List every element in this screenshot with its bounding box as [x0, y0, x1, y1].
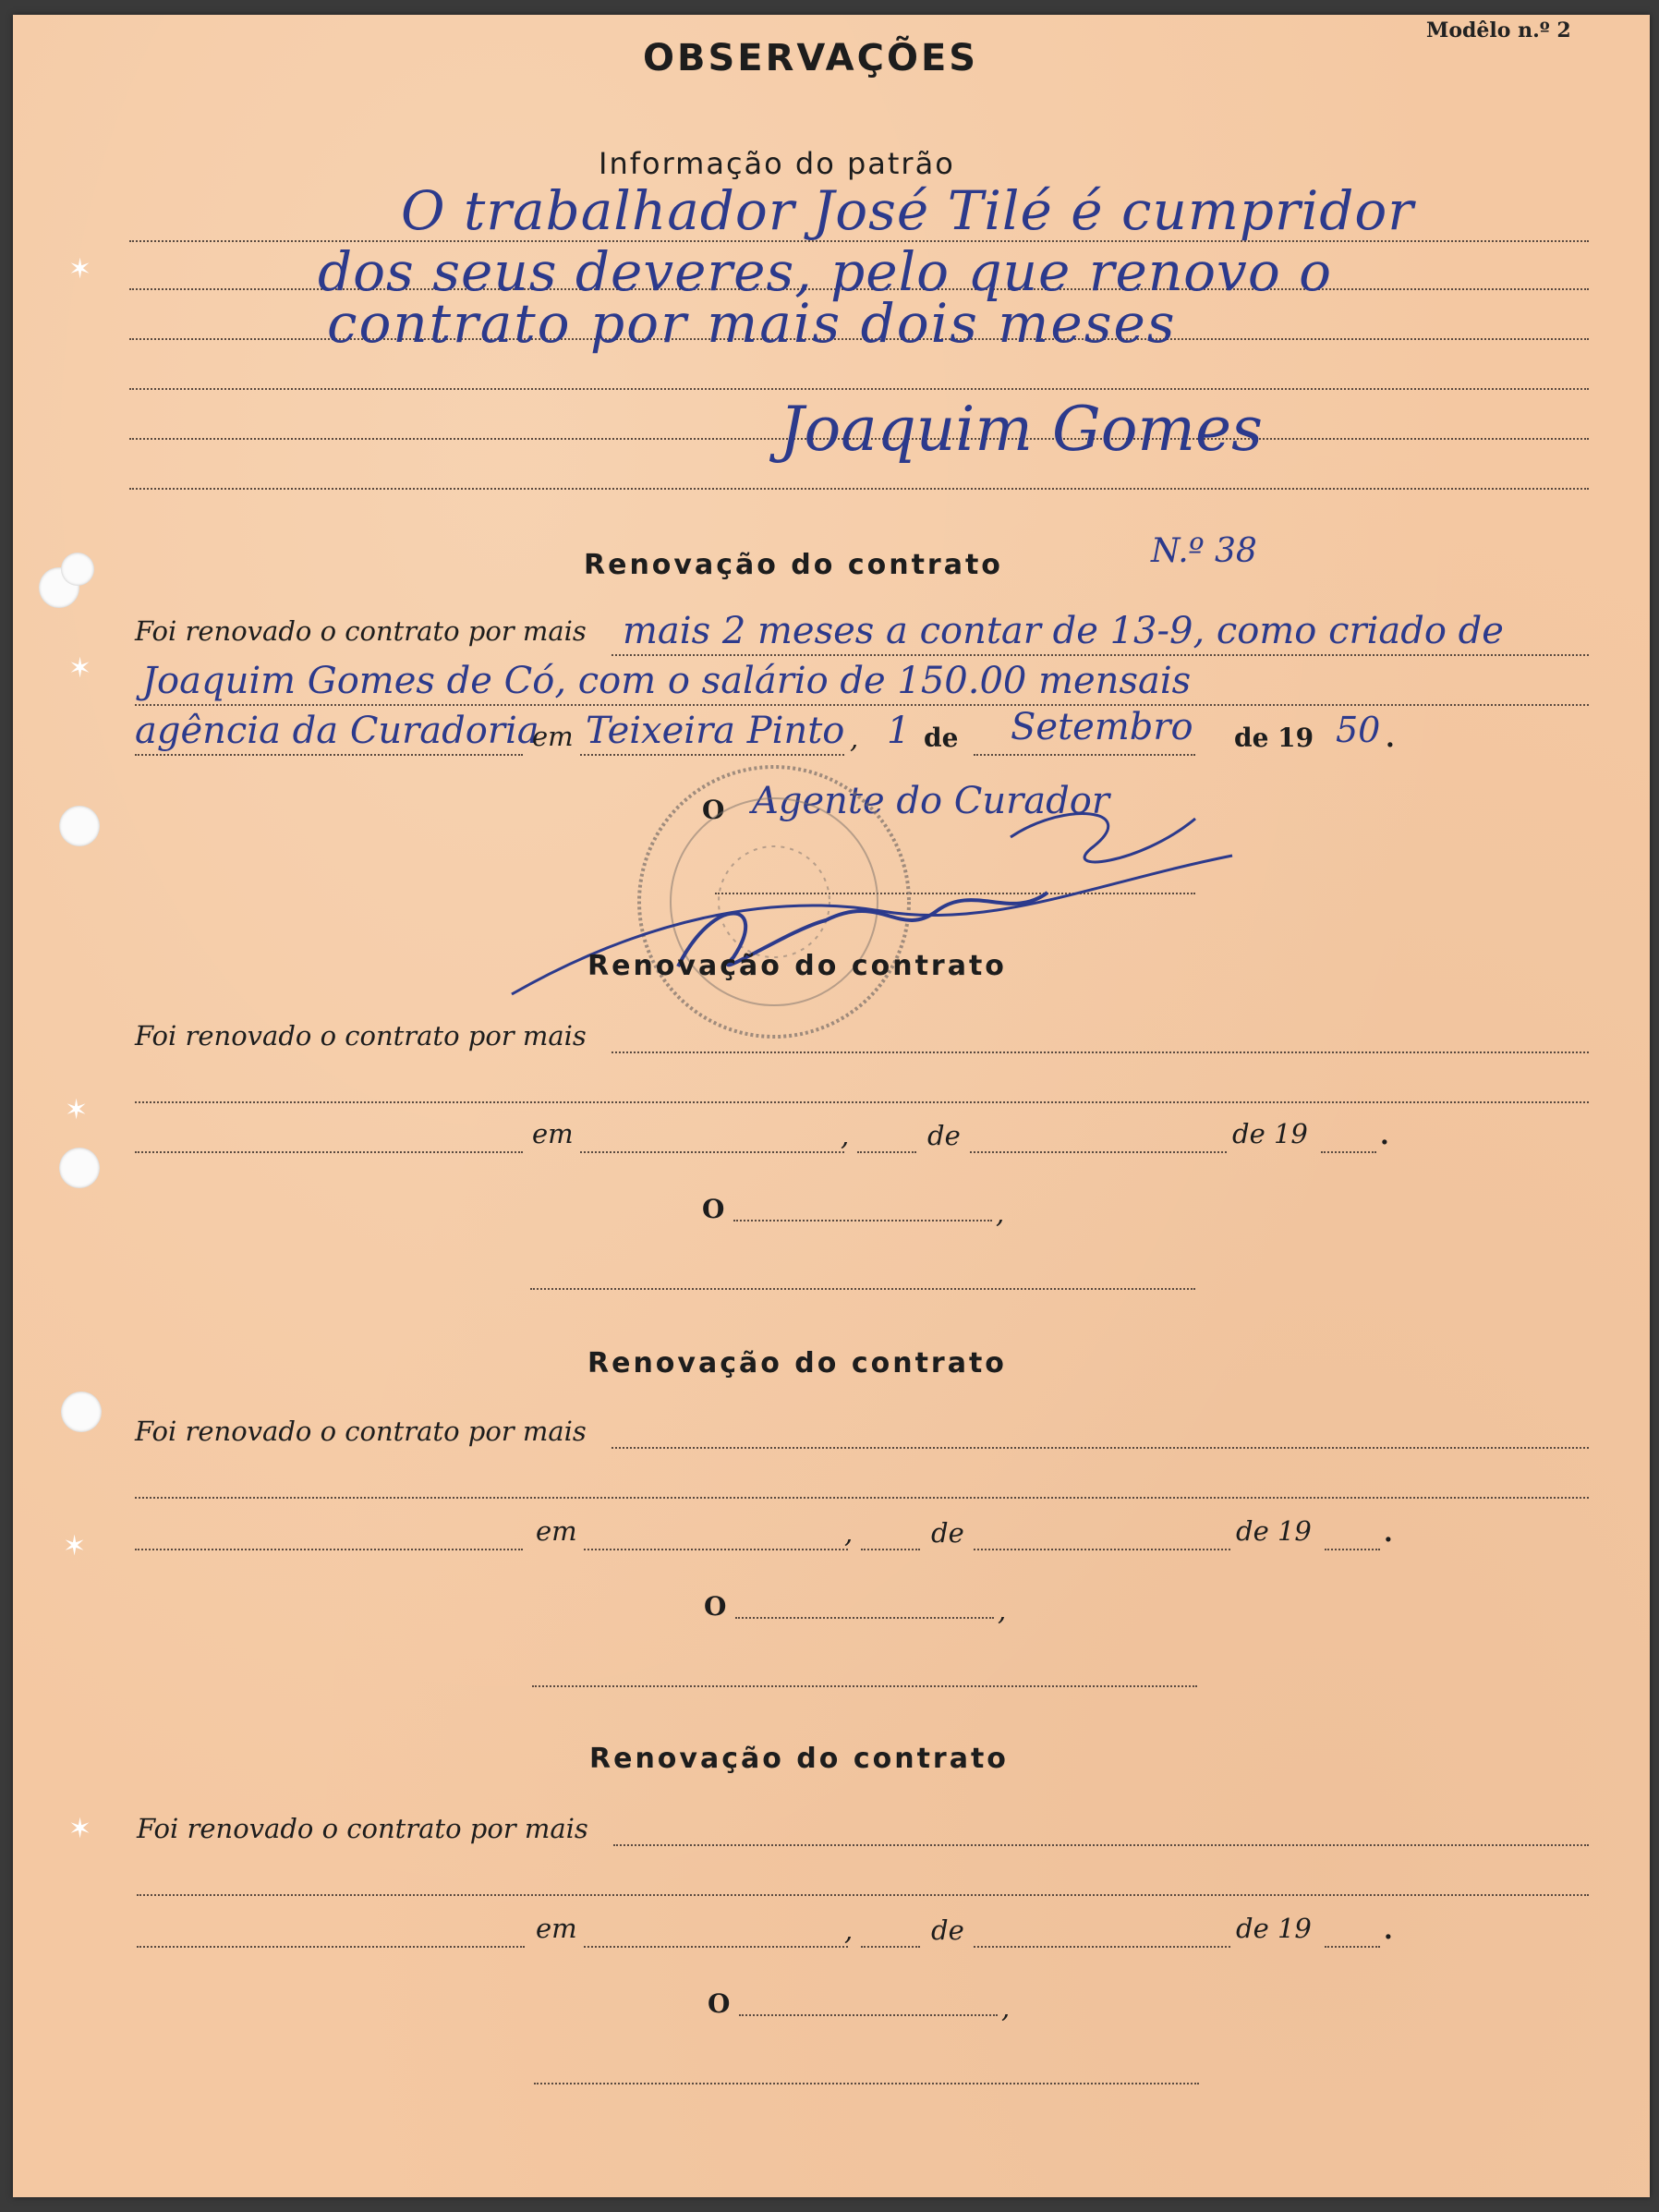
dotted-line — [857, 1151, 916, 1153]
dotted-line — [532, 1685, 1197, 1687]
punch-hole — [61, 1392, 102, 1432]
employer-signature: Joaquim Gomes — [780, 394, 1263, 465]
year-label: de 19 — [1236, 1913, 1312, 1944]
dotted-line — [135, 1549, 523, 1550]
comma: , — [996, 1197, 1005, 1229]
dotted-line — [612, 1051, 1589, 1053]
handwritten-line-3: contrato por mais dois meses — [327, 292, 1177, 355]
tear-mark: ✶ — [68, 652, 92, 685]
renewal-prefix: Foi renovado o contrato por mais — [135, 1020, 587, 1051]
em-label: em — [532, 1118, 574, 1149]
official-fill: Agente do Curador — [752, 780, 1109, 822]
dotted-line — [974, 754, 1195, 756]
renewal-fill-line-2: Joaquim Gomes de Có, com o salário de 150.00 mensais — [142, 660, 1192, 702]
em-label: em — [532, 721, 574, 752]
dotted-line — [137, 1894, 1589, 1896]
dotted-line — [135, 1151, 523, 1153]
o-label: O — [704, 1591, 727, 1622]
punch-hole — [61, 553, 94, 586]
dotted-line — [135, 754, 523, 756]
o-label: O — [702, 795, 725, 825]
tear-mark: ✶ — [68, 253, 92, 286]
dotted-line — [1325, 1946, 1380, 1948]
dotted-line — [613, 1844, 1589, 1846]
comma: , — [844, 1517, 854, 1549]
de-label: de — [931, 1517, 964, 1549]
renewal-place-fill: agência da Curadoria — [135, 710, 539, 752]
dotted-line — [861, 1549, 920, 1550]
period: . — [1384, 1517, 1393, 1548]
year-label: de 19 — [1232, 1118, 1308, 1149]
punch-hole — [59, 806, 100, 846]
renewal-heading: Renovação do contrato — [587, 1347, 1007, 1379]
de-label: de — [927, 1120, 961, 1151]
dotted-line — [534, 2083, 1199, 2084]
renewal-town-fill: Teixeira Pinto — [586, 710, 845, 752]
comma: , — [1001, 1992, 1011, 2024]
renewal-fill-line-1: mais 2 meses a contar de 13-9, como criado de — [623, 610, 1504, 652]
renewal-number: N.º 38 — [1151, 532, 1257, 570]
comma: , — [841, 1120, 850, 1151]
renewal-year-fill: 50 — [1336, 710, 1381, 750]
dotted-line — [733, 1220, 992, 1221]
dotted-line — [580, 1151, 844, 1153]
dotted-line — [970, 1151, 1227, 1153]
dotted-line — [135, 1101, 1589, 1103]
handwritten-line-2: dos seus deveres, pelo que renovo o — [318, 240, 1333, 303]
tear-mark: ✶ — [65, 1094, 89, 1126]
dotted-line — [530, 1288, 1195, 1290]
dotted-line — [974, 1549, 1230, 1550]
dotted-line — [135, 704, 1589, 706]
dotted-line — [1325, 1549, 1380, 1550]
period: . — [1380, 1120, 1389, 1150]
period: . — [1386, 723, 1395, 753]
year-label: de 19 — [1234, 723, 1314, 753]
comma: , — [844, 1914, 854, 1946]
renewal-heading: Renovação do contrato — [589, 1743, 1009, 1775]
dotted-line — [974, 1946, 1230, 1948]
dotted-line — [612, 1447, 1589, 1449]
renewal-month-fill: Setembro — [1011, 706, 1193, 748]
dotted-line — [584, 1946, 848, 1948]
punch-hole — [59, 1148, 100, 1188]
comma: , — [998, 1595, 1007, 1626]
de-label: de — [924, 723, 959, 753]
o-label: O — [708, 1988, 731, 2019]
dotted-line — [861, 1946, 920, 1948]
renewal-prefix: Foi renovado o contrato por mais — [135, 1416, 587, 1447]
renewal-day-fill: 1 — [887, 710, 911, 752]
em-label: em — [536, 1515, 577, 1547]
comma: , — [850, 723, 859, 754]
renewal-prefix: Foi renovado o contrato por mais — [135, 615, 587, 647]
dotted-line — [1321, 1151, 1376, 1153]
document-page — [13, 15, 1650, 2197]
dotted-line — [739, 2014, 998, 2016]
dotted-line — [135, 1497, 1589, 1499]
dotted-line — [129, 488, 1589, 490]
dotted-line — [735, 1617, 994, 1619]
renewal-heading: Renovação do contrato — [584, 549, 1003, 581]
year-label: de 19 — [1236, 1515, 1312, 1547]
tear-mark: ✶ — [63, 1530, 87, 1562]
tear-mark: ✶ — [68, 1813, 92, 1845]
page-title: OBSERVAÇÕES — [643, 37, 979, 79]
model-number: Modêlo n.º 2 — [1426, 18, 1571, 43]
period: . — [1384, 1914, 1393, 1945]
dotted-line — [584, 1549, 848, 1550]
o-label: O — [702, 1194, 725, 1224]
em-label: em — [536, 1913, 577, 1944]
renewal-heading: Renovação do contrato — [587, 950, 1007, 982]
de-label: de — [931, 1914, 964, 1946]
dotted-line — [137, 1946, 525, 1948]
dotted-line — [129, 388, 1589, 390]
handwritten-line-1: O trabalhador José Tilé é cumpridor — [401, 179, 1415, 242]
employer-info-heading: Informação do patrão — [599, 146, 955, 181]
renewal-prefix: Foi renovado o contrato por mais — [137, 1813, 588, 1844]
dotted-line — [612, 654, 1589, 656]
